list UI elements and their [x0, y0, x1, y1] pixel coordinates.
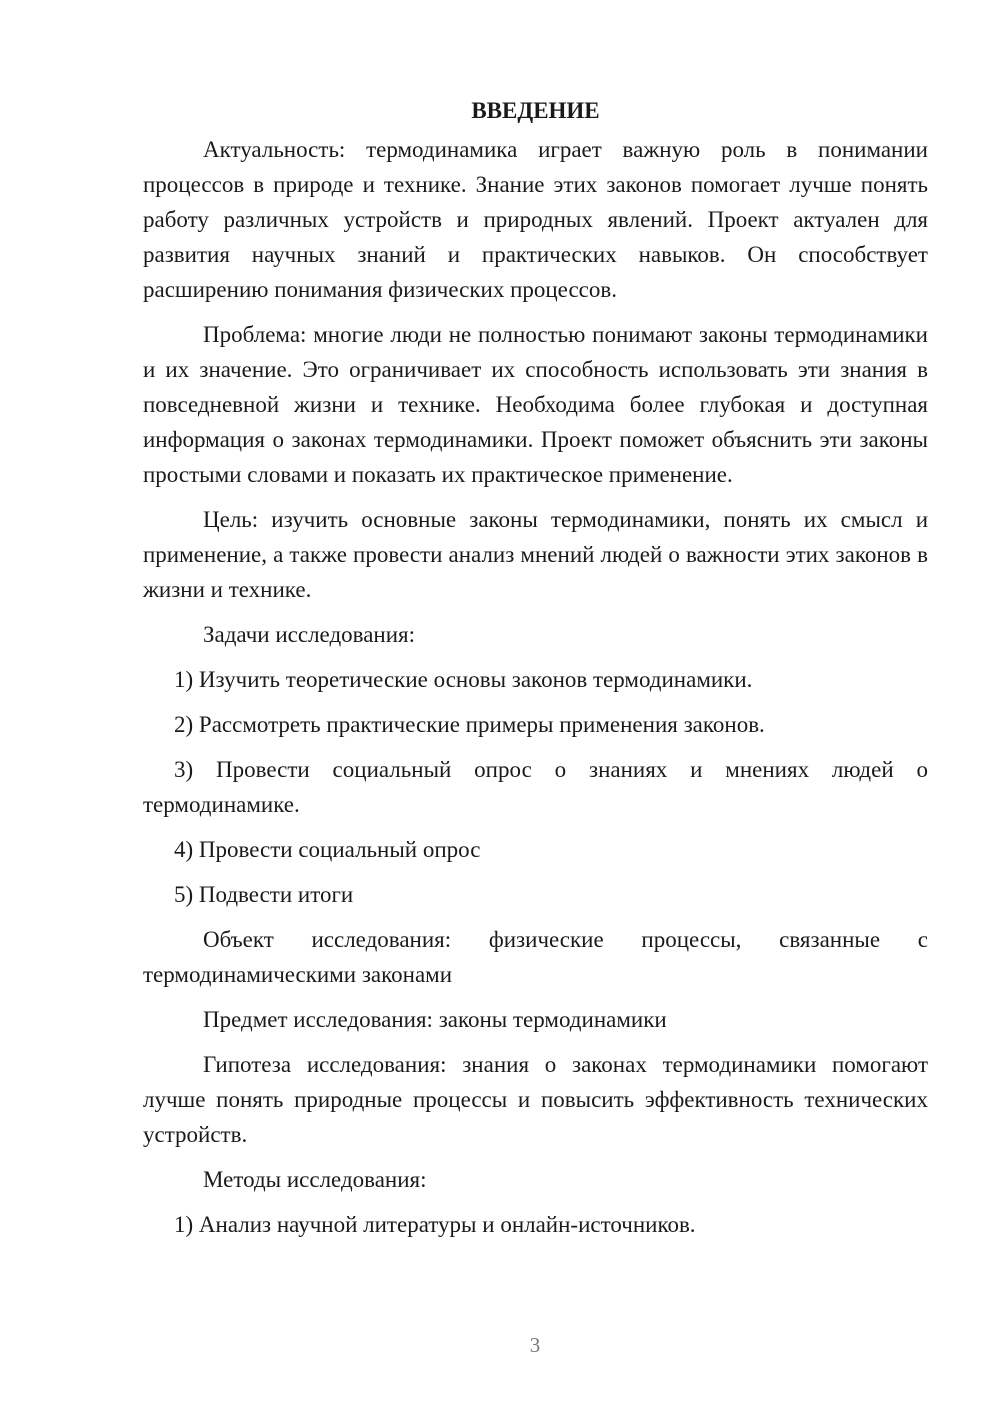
relevance-paragraph: Актуальность: термодинамика играет важную роль в понимании процессов в природе и технике. Знание этих законов помогает лучше понять работу различных устройств и природных явлений. Проект актуален для развития научных знаний и практических навыков. Он способствует расширению понимания физических процессов.	[143, 137, 928, 302]
method-item-1: 1) Анализ научной литературы и онлайн-источников.	[174, 1212, 696, 1237]
object-paragraph: Объект исследования: физические процессы, связанные с термодинамическими законами	[143, 927, 928, 987]
methods-heading: Методы исследования:	[203, 1167, 427, 1192]
tasks-heading: Задачи исследования:	[203, 622, 416, 647]
problem-paragraph: Проблема: многие люди не полностью понимают законы термодинамики и их значение. Это ограничивает их способность использовать эти знания в повседневной жизни и технике. Необходима более глубокая и доступная информация о законах термодинамики. Проект поможет объяснить эти законы простыми словами и показать их практическое применение.	[143, 322, 928, 487]
subject-paragraph: Предмет исследования: законы термодинамики	[203, 1007, 667, 1032]
task-item-5: 5) Подвести итоги	[174, 882, 354, 907]
task-item-3: 3) Провести социальный опрос о знаниях и мнениях людей о термодинамике.	[143, 757, 928, 817]
task-item-4: 4) Провести социальный опрос	[174, 837, 481, 862]
task-item-1: 1) Изучить теоретические основы законов термодинамики.	[174, 667, 753, 692]
page-number: 3	[529, 1333, 541, 1357]
section-title: ВВЕДЕНИЕ	[471, 98, 600, 123]
document-body	[143, 93, 928, 1252]
task-item-2: 2) Рассмотреть практические примеры применения законов.	[174, 712, 765, 737]
goal-paragraph: Цель: изучить основные законы термодинамики, понять их смысл и применение, а также провести анализ мнений людей о важности этих законов в жизни и технике.	[143, 507, 928, 602]
hypothesis-paragraph: Гипотеза исследования: знания о законах термодинамики помогают лучше понять природные процессы и повысить эффективность технических устройств.	[143, 1052, 928, 1147]
